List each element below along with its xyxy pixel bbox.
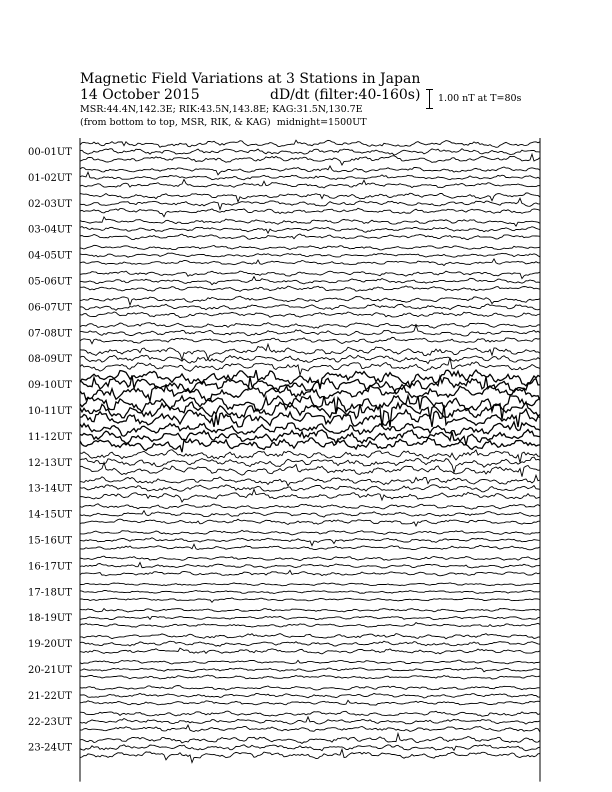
hour-label: 07-08UT: [28, 328, 72, 340]
trace-kag: [80, 634, 540, 639]
trace-rik: [80, 277, 540, 285]
hour-labels: [28, 147, 72, 754]
trace-rik: [80, 591, 540, 594]
trace-msr: [80, 208, 540, 216]
hour-label: 11-12UT: [28, 431, 72, 443]
date-label: 14 October 2015: [80, 87, 200, 103]
trace-msr: [80, 570, 540, 575]
trace-msr: [80, 438, 540, 452]
trace-rik: [80, 693, 540, 698]
hour-label: 21-22UT: [28, 690, 72, 702]
trace-kag: [80, 686, 540, 691]
hour-label: 22-23UT: [28, 716, 72, 728]
hour-label: 00-01UT: [28, 147, 72, 158]
trace-kag: [80, 475, 540, 486]
trace-rik: [80, 616, 540, 620]
trace-msr: [80, 259, 540, 266]
stations-label: MSR:44.4N,142.3E; RIK:43.5N,143.8E; KAG:31.5N,130.7E: [80, 104, 363, 115]
trace-rik: [80, 149, 540, 155]
hour-label: 12-13UT: [28, 457, 72, 469]
trace-msr: [80, 598, 540, 602]
hour-label: 01-02UT: [28, 172, 72, 184]
hour-label: 23-24UT: [28, 742, 72, 754]
trace-rik: [80, 227, 540, 234]
midnight-label: midnight=1500UT: [276, 117, 367, 128]
trace-msr: [80, 489, 540, 502]
trace-msr: [80, 337, 540, 343]
trace-kag: [80, 556, 540, 560]
hour-label: 17-18UT: [28, 587, 72, 599]
hour-label: 16-17UT: [28, 561, 72, 573]
trace-kag: [80, 660, 540, 664]
trace-kag: [80, 734, 540, 744]
hour-label: 08-09UT: [28, 354, 72, 366]
trace-msr: [80, 725, 540, 732]
hour-label: 05-06UT: [28, 276, 72, 288]
trace-msr: [80, 648, 540, 654]
trace-kag: [80, 217, 540, 226]
trace-kag: [80, 609, 540, 613]
hour-label: 13-14UT: [28, 483, 72, 495]
trace-rik: [80, 325, 540, 336]
trace-rik: [80, 198, 540, 209]
hour-label: 02-03UT: [28, 198, 72, 210]
hour-label: 18-19UT: [28, 613, 72, 625]
trace-rik: [80, 485, 540, 492]
hour-label: 20-21UT: [28, 665, 72, 676]
trace-msr: [80, 234, 540, 240]
hour-label: 14-15UT: [28, 509, 72, 521]
trace-rik: [80, 172, 540, 180]
trace-kag: [80, 583, 540, 586]
hour-label: 04-05UT: [28, 250, 72, 262]
hour-label: 10-11UT: [28, 406, 72, 417]
trace-msr: [80, 749, 540, 762]
trace-rik: [80, 717, 540, 724]
trace-rik: [80, 563, 540, 569]
trace-msr: [80, 623, 540, 628]
trace-group: [80, 140, 540, 762]
trace-kag: [80, 140, 540, 147]
hour-label: 19-20UT: [28, 639, 72, 651]
trace-rik: [80, 304, 540, 310]
trace-kag: [80, 166, 540, 175]
trace-kag: [80, 323, 540, 329]
trace-msr: [80, 519, 540, 526]
quantity-label: dD/dt (filter:40-160s): [270, 87, 421, 103]
trace-kag: [80, 711, 540, 716]
trace-rik: [80, 430, 540, 445]
trace-msr: [80, 154, 540, 165]
trace-rik: [80, 641, 540, 646]
trace-kag: [80, 271, 540, 279]
trace-msr: [80, 463, 540, 477]
hour-label: 15-16UT: [28, 535, 72, 547]
trace-kag: [80, 530, 540, 535]
hour-label: 09-10UT: [28, 380, 72, 392]
trace-rik: [80, 668, 540, 672]
hour-label: 06-07UT: [28, 302, 72, 314]
trace-msr: [80, 286, 540, 292]
trace-kag: [80, 296, 540, 305]
trace-msr: [80, 405, 540, 427]
trace-rik: [80, 745, 540, 751]
chart-title: Magnetic Field Variations at 3 Stations in Japan: [80, 71, 421, 87]
trace-kag: [80, 504, 540, 509]
scale-label: 1.00 nT at T=80s: [438, 93, 522, 104]
hour-label: 03-04UT: [28, 224, 72, 236]
trace-msr: [80, 312, 540, 318]
trace-msr: [80, 675, 540, 679]
trace-msr: [80, 544, 540, 550]
order-label: (from bottom to top, MSR, RIK, & KAG): [80, 117, 271, 128]
trace-kag: [80, 193, 540, 202]
trace-rik: [80, 511, 540, 517]
trace-rik: [80, 355, 540, 363]
trace-msr: [80, 179, 540, 188]
trace-msr: [80, 700, 540, 705]
trace-rik: [80, 538, 540, 546]
trace-kag: [80, 450, 540, 463]
trace-rik: [80, 253, 540, 257]
trace-kag: [80, 245, 540, 250]
